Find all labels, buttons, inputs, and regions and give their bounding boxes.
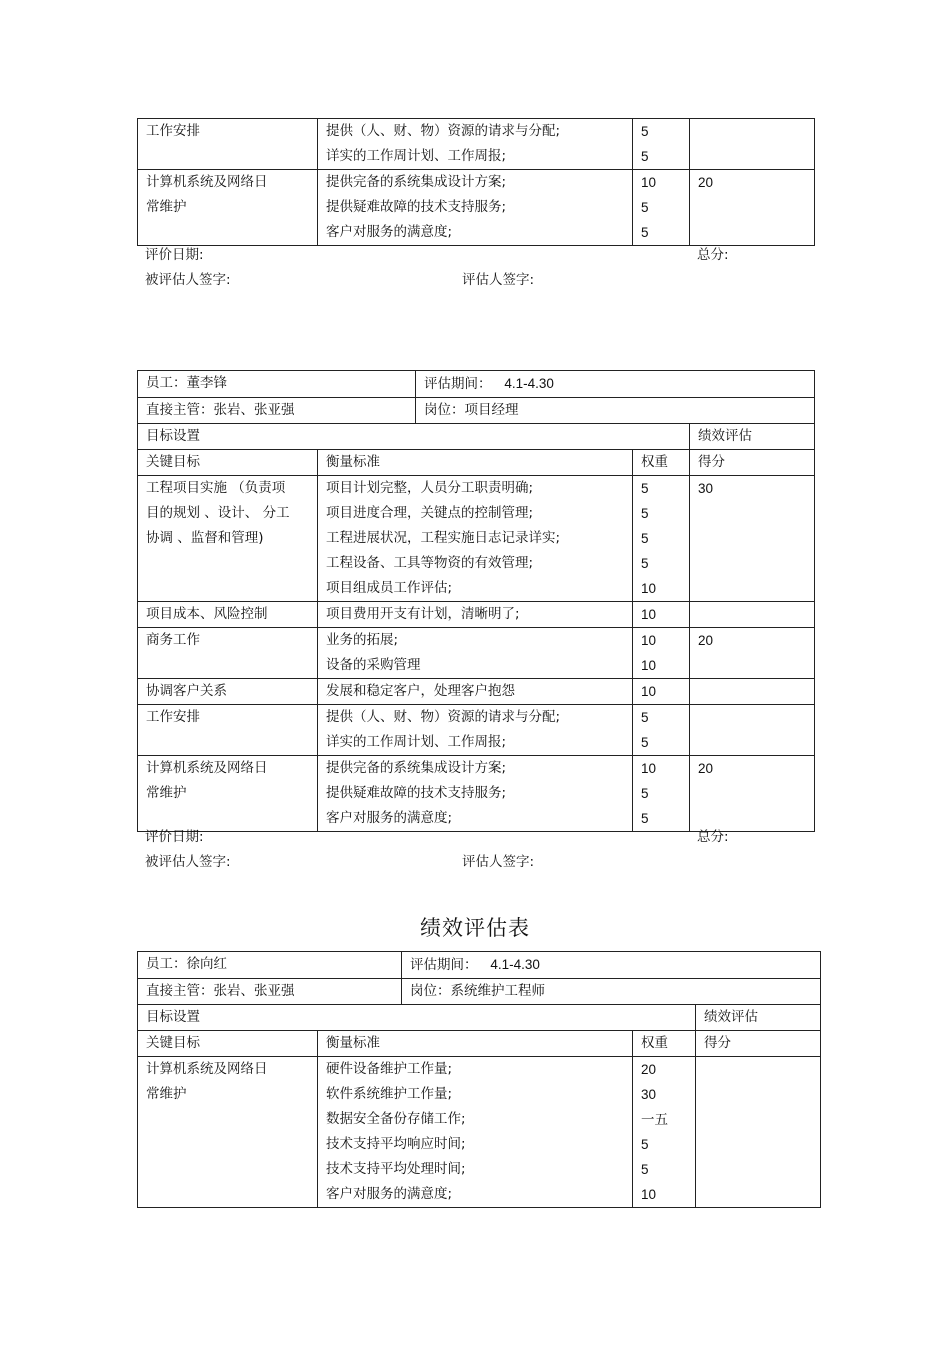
weight-cell-line: 一五 — [641, 1112, 668, 1127]
weight-cell-line: 10 — [641, 1187, 657, 1202]
manager-info-row — [138, 398, 815, 424]
goal-setting-label: 目标设置 — [138, 424, 690, 450]
score-cell-line: 20 — [698, 761, 714, 776]
table-row — [138, 602, 815, 628]
key-goal-cell-line: 项目成本、风险控制 — [146, 606, 268, 622]
key-goal-cell-line: 工程项目实施 （负责项 — [146, 480, 286, 496]
criteria-cell-line: 项目进度合理，关键点的控制管理; — [326, 505, 534, 521]
score-cell — [690, 756, 815, 832]
weight-cell-line: 5 — [641, 200, 649, 215]
weight-cell — [633, 756, 690, 832]
employee-info-row — [138, 952, 821, 979]
table-row — [138, 170, 815, 246]
criteria-cell-line: 提供疑难故障的技术支持服务; — [326, 785, 507, 801]
key-goal-cell-line: 协调客户关系 — [146, 683, 227, 699]
key-goal-cell-line: 常维护 — [146, 785, 187, 801]
key-goal-cell-line: 常维护 — [146, 1086, 187, 1102]
column-header-row — [138, 450, 815, 476]
weight-cell-line: 5 — [641, 481, 649, 496]
criteria-cell — [318, 602, 633, 628]
criteria-cell-line: 提供完备的系统集成设计方案; — [326, 174, 507, 190]
score-cell — [690, 628, 815, 679]
criteria-cell-line: 详实的工作周计划、工作周报; — [326, 734, 507, 750]
key-goal-cell-line: 计算机系统及网络日 — [146, 174, 268, 190]
performance-eval-label: 绩效评估 — [696, 1005, 821, 1031]
criteria-cell — [318, 476, 633, 602]
weight-cell-line: 5 — [641, 506, 649, 521]
employee-name: 员工：徐向红 — [138, 952, 402, 979]
weight-cell-line: 5 — [641, 735, 649, 750]
criteria-cell-line: 提供（人、财、物）资源的请求与分配; — [326, 709, 561, 725]
position: 岗位：系统维护工程师 — [402, 979, 821, 1005]
criteria-cell-line: 客户对服务的满意度; — [326, 1186, 453, 1202]
eval-table-2 — [137, 370, 814, 832]
criteria-cell — [318, 170, 633, 246]
weight-cell — [633, 705, 690, 756]
key-goal-header: 关键目标 — [138, 450, 318, 476]
weight-cell-line: 5 — [641, 1162, 649, 1177]
criteria-cell-line: 详实的工作周计划、工作周报; — [326, 148, 507, 164]
eval-table-3 — [137, 951, 820, 1208]
direct-manager: 直接主管：张岩、张亚强 — [138, 979, 402, 1005]
weight-cell — [633, 1057, 696, 1208]
criteria-cell-line: 客户对服务的满意度; — [326, 810, 453, 826]
weight-cell-line: 5 — [641, 531, 649, 546]
section-header-row — [138, 1005, 821, 1031]
criteria-cell-line: 技术支持平均处理时间; — [326, 1161, 466, 1177]
criteria-cell-line: 项目费用开支有计划，清晰明了; — [326, 606, 520, 622]
criteria-cell-line: 项目计划完整，人员分工职责明确; — [326, 480, 534, 496]
evaluatee-signature-label: 被评估人签字: — [145, 272, 231, 288]
criteria-cell-line: 设备的采购管理 — [326, 657, 421, 673]
criteria-header: 衡量标准 — [318, 1031, 633, 1057]
score-cell — [696, 1057, 821, 1208]
weight-cell — [633, 602, 690, 628]
table-row — [138, 756, 815, 832]
criteria-cell-line: 发展和稳定客户，处理客户抱怨 — [326, 683, 515, 699]
key-goal-cell — [138, 602, 318, 628]
evaluator-signature-label: 评估人签字: — [462, 272, 535, 288]
score-cell — [690, 705, 815, 756]
score-header: 得分 — [690, 450, 815, 476]
criteria-cell-line: 硬件设备维护工作量; — [326, 1061, 453, 1077]
evaluator-signature-label: 评估人签字: — [462, 854, 535, 870]
score-cell-line: 20 — [698, 633, 714, 648]
table-row — [138, 1057, 821, 1208]
form-title: 绩效评估表 — [420, 916, 530, 940]
column-header-row — [138, 1031, 821, 1057]
evaluation-period: 评估期间： 4.1-4.30 — [402, 952, 821, 979]
direct-manager: 直接主管：张岩、张亚强 — [138, 398, 416, 424]
weight-cell-line: 10 — [641, 581, 657, 596]
criteria-cell — [318, 628, 633, 679]
criteria-cell-line: 客户对服务的满意度; — [326, 224, 453, 240]
weight-cell — [633, 170, 690, 246]
score-cell — [690, 602, 815, 628]
weight-cell-line: 5 — [641, 556, 649, 571]
criteria-cell-line: 工程设备、工具等物资的有效管理; — [326, 555, 534, 571]
section-header-row — [138, 424, 815, 450]
criteria-cell-line: 项目组成员工作评估; — [326, 580, 453, 596]
criteria-cell — [318, 756, 633, 832]
weight-cell-line: 10 — [641, 658, 657, 673]
score-header: 得分 — [696, 1031, 821, 1057]
key-goal-cell-line: 商务工作 — [146, 632, 200, 648]
manager-info-row — [138, 979, 821, 1005]
key-goal-cell — [138, 119, 318, 170]
criteria-cell-line: 技术支持平均响应时间; — [326, 1136, 466, 1152]
total-score-label: 总分: — [697, 829, 729, 845]
weight-header: 权重 — [633, 450, 690, 476]
table-row — [138, 476, 815, 602]
position: 岗位：项目经理 — [416, 398, 815, 424]
weight-cell-line: 5 — [641, 710, 649, 725]
criteria-cell — [318, 679, 633, 705]
employee-info-row — [138, 371, 815, 398]
weight-cell-line: 10 — [641, 633, 657, 648]
weight-cell-line: 5 — [641, 786, 649, 801]
score-cell — [690, 679, 815, 705]
key-goal-cell-line: 目的规划 、设计、 分工 — [146, 505, 290, 521]
weight-cell — [633, 119, 690, 170]
key-goal-header: 关键目标 — [138, 1031, 318, 1057]
key-goal-cell-line: 工作安排 — [146, 123, 200, 139]
criteria-cell — [318, 119, 633, 170]
total-score-label: 总分: — [697, 247, 729, 263]
score-cell-line: 30 — [698, 481, 714, 496]
criteria-header: 衡量标准 — [318, 450, 633, 476]
weight-cell-line: 5 — [641, 225, 649, 240]
criteria-cell-line: 工程进展状况，工程实施日志记录详实; — [326, 530, 561, 546]
weight-header: 权重 — [633, 1031, 696, 1057]
key-goal-cell — [138, 170, 318, 246]
criteria-cell-line: 提供（人、财、物）资源的请求与分配; — [326, 123, 561, 139]
weight-cell-line: 5 — [641, 1137, 649, 1152]
weight-cell-line: 30 — [641, 1087, 657, 1102]
score-cell — [690, 170, 815, 246]
weight-cell — [633, 476, 690, 602]
table-row — [138, 119, 815, 170]
weight-cell — [633, 628, 690, 679]
key-goal-cell-line: 协调 、监督和管理) — [146, 530, 264, 546]
goal-setting-label: 目标设置 — [138, 1005, 696, 1031]
table-row — [138, 679, 815, 705]
score-cell — [690, 476, 815, 602]
table-row — [138, 705, 815, 756]
weight-cell-line: 5 — [641, 124, 649, 139]
key-goal-cell — [138, 1057, 318, 1208]
key-goal-cell-line: 常维护 — [146, 199, 187, 215]
evaluatee-signature-label: 被评估人签字: — [145, 854, 231, 870]
weight-cell-line: 5 — [641, 149, 649, 164]
employee-name: 员工：董李锋 — [138, 371, 416, 398]
criteria-cell-line: 业务的拓展; — [326, 632, 399, 648]
evaluation-period: 评估期间： 4.1-4.30 — [416, 371, 815, 398]
key-goal-cell — [138, 756, 318, 832]
key-goal-cell-line: 工作安排 — [146, 709, 200, 725]
criteria-cell-line: 软件系统维护工作量; — [326, 1086, 453, 1102]
key-goal-cell — [138, 628, 318, 679]
criteria-cell — [318, 1057, 633, 1208]
key-goal-cell — [138, 679, 318, 705]
weight-cell-line: 10 — [641, 607, 657, 622]
weight-cell-line: 10 — [641, 684, 657, 699]
evaluation-date-label: 评价日期: — [145, 247, 204, 263]
performance-eval-label: 绩效评估 — [690, 424, 815, 450]
key-goal-cell-line: 计算机系统及网络日 — [146, 1061, 268, 1077]
weight-cell-line: 20 — [641, 1062, 657, 1077]
eval-table-1 — [137, 118, 814, 246]
score-cell-line: 20 — [698, 175, 714, 190]
criteria-cell-line: 提供疑难故障的技术支持服务; — [326, 199, 507, 215]
key-goal-cell — [138, 476, 318, 602]
evaluation-date-label: 评价日期: — [145, 829, 204, 845]
criteria-cell-line: 提供完备的系统集成设计方案; — [326, 760, 507, 776]
weight-cell — [633, 679, 690, 705]
criteria-cell-line: 数据安全备份存储工作; — [326, 1111, 466, 1127]
criteria-cell — [318, 705, 633, 756]
score-cell — [690, 119, 815, 170]
key-goal-cell — [138, 705, 318, 756]
weight-cell-line: 10 — [641, 761, 657, 776]
weight-cell-line: 10 — [641, 175, 657, 190]
table-row — [138, 628, 815, 679]
weight-cell-line: 5 — [641, 811, 649, 826]
key-goal-cell-line: 计算机系统及网络日 — [146, 760, 268, 776]
